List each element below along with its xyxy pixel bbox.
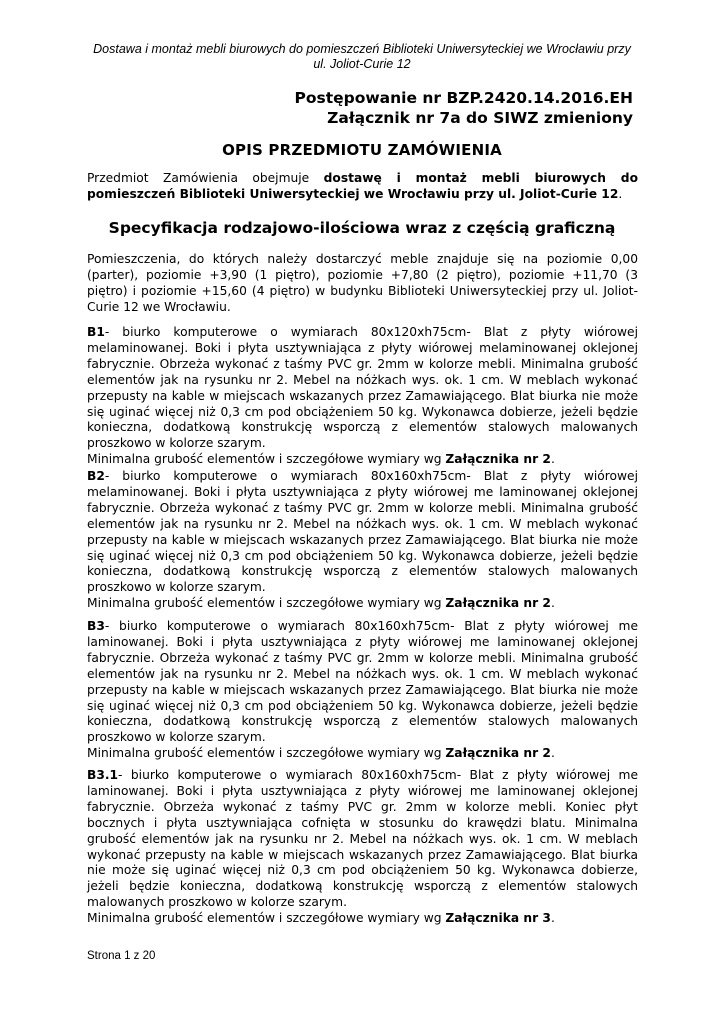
item-note-suffix: . [550, 452, 555, 467]
item-note-prefix: Minimalna grubość elementów i szczegółowe wymiary wg [87, 452, 446, 467]
item-note-prefix: Minimalna grubość elementów i szczegółowe wymiary wg [87, 911, 446, 926]
item-note-suffix: . [550, 911, 555, 926]
page-number-footer: Strona 1 z 20 [87, 950, 156, 962]
item-b3 [87, 619, 638, 762]
document-title: OPIS PRZEDMIOTU ZAMÓWIENIA [222, 141, 502, 159]
item-note-attachment: Załącznika nr 2 [445, 452, 551, 467]
running-header [80, 42, 644, 72]
item-note-suffix: . [550, 746, 555, 761]
procedure-number: Postępowanie nr BZP.2420.14.2016.EH [294, 89, 633, 107]
item-note-attachment: Załącznika nr 2 [445, 746, 551, 761]
intro-suffix: . [618, 186, 623, 201]
item-code: B3 [87, 619, 105, 633]
item-description [87, 469, 638, 596]
item-description [87, 768, 638, 911]
item-description [87, 619, 638, 746]
item-note [87, 596, 638, 612]
running-header-line-2: ul. Joliot-Curie 12 [313, 57, 411, 71]
item-b1 [87, 325, 638, 468]
running-header-line-1: Dostawa i montaż mebli biurowych do pomieszczeń Biblioteki Uniwersyteckiej we Wrocławiu przy [93, 42, 631, 56]
item-note [87, 911, 638, 927]
intro-prefix: Przedmiot Zamówienia obejmuje [87, 171, 324, 185]
item-b2 [87, 469, 638, 612]
item-b3-1 [87, 768, 638, 927]
intro-paragraph [87, 171, 638, 203]
item-note [87, 746, 638, 762]
item-code: B3.1 [87, 768, 119, 782]
item-note-prefix: Minimalna grubość elementów i szczegółowe wymiary wg [87, 746, 446, 761]
item-text: - biurko komputerowe o wymiarach 80x160xh75cm- Blat z płyty wiórowej me laminowanej. Boki i płyta usztywniająca z płyty wiórowej me laminowanej oklejonej fabrycznie. Obrzeża wykonać z taśmy PVC gr. 2mm w kolorze mebli. Koniec płyt bocznych i płyta usztywniająca cofnięta w stosunku do krawędzi blatu. Minimalna grubość elementów jak na rysunku nr 2. Mebel na nóżkach wys. ok. 1 cm. W meblach wykonać przepusty na kable w miejscach wskazanych przez Zamawiającego. Blat biurka nie może się uginać więcej niż 0,3 cm pod obciążeniem 50 kg. Wykonawca dobierze, jeżeli będzie konieczna, dodatkową konstrukcję wsporczą z elementów stalowych malowanych proszkowo w kolorze szarym. [87, 768, 638, 910]
item-code: B2 [87, 469, 105, 483]
procedure-reference [294, 88, 633, 128]
item-text: - biurko komputerowe o wymiarach 80x160xh75cm- Blat z płyty wiórowej me laminowanej. Boki i płyta usztywniająca z płyty wiórowej me laminowanej oklejonej fabrycznie. Obrzeża wykonać z taśmy PVC gr. 2mm w kolorze mebli. Minimalna grubość elementów jak na rysunku nr 2. Mebel na nóżkach wys. ok. 1 cm. W meblach wykonać przepusty na kable w miejscach wskazanych przez Zamawiającego. Blat biurka nie może się uginać więcej niż 0,3 cm pod obciążeniem 50 kg. Wykonawca dobierze, jeżeli będzie konieczna, dodatkową konstrukcję wsporczą z elementów stalowych malowanych proszkowo w kolorze szarym. [87, 619, 638, 745]
item-description [87, 325, 638, 452]
item-text: - biurko komputerowe o wymiarach 80x160xh75cm- Blat z płyty wiórowej melaminowanej. Boki i płyta usztywniająca z płyty wiórowej me laminowanej oklejonej fabrycznie. Obrzeża wykonać z taśmy PVC gr. 2mm w kolorze mebli. Minimalna grubość elementów jak na rysunku nr 2. Mebel na nóżkach wys. ok. 1 cm. W meblach wykonać przepusty na kable w miejscach wskazanych przez Zamawiającego. Blat biurka nie może się uginać więcej niż 0,3 cm pod obciążeniem 50 kg. Wykonawca dobierze, jeżeli będzie konieczna, dodatkową konstrukcję wsporczą z elementów stalowych malowanych proszkowo w kolorze szarym. [87, 469, 638, 595]
item-note-attachment: Załącznika nr 3 [445, 911, 551, 926]
item-note-attachment: Załącznika nr 2 [445, 596, 551, 611]
item-text: - biurko komputerowe o wymiarach 80x120xh75cm- Blat z płyty wiórowej melaminowanej. Boki i płyta usztywniająca z płyty wiórowej melaminowanej oklejonej fabrycznie. Obrzeża wykonać z taśmy PVC gr. 2mm w kolorze mebli. Minimalna grubość elementów jak na rysunku nr 2. Mebel na nóżkach wys. ok. 1 cm. W meblach wykonać przepusty na kable w miejscach wskazanych przez Zamawiającego. Blat biurka nie może się uginać więcej niż 0,3 cm pod obciążeniem 50 kg. Wykonawca dobierze, jeżeli będzie konieczna, dodatkową konstrukcję wsporczą z elementów stalowych malowanych proszkowo w kolorze szarym. [87, 325, 638, 451]
intro-bold: dostawę i montaż mebli biurowych do pomieszczeń Biblioteki Uniwersyteckiej we Wrocławiu przy ul. Joliot-Curie 12 [87, 171, 638, 201]
specification-title: Specyfikacja rodzajowo-ilościowa wraz z częścią graficzną [108, 219, 616, 237]
item-code: B1 [87, 325, 105, 339]
attachment-label: Załącznik nr 7a do SIWZ zmieniony [327, 109, 633, 127]
item-note [87, 452, 638, 468]
item-note-suffix: . [550, 596, 555, 611]
item-note-prefix: Minimalna grubość elementów i szczegółowe wymiary wg [87, 596, 446, 611]
rooms-paragraph: Pomieszczenia, do których należy dostarczyć meble znajduje się na poziomie 0,00 (parter), poziomie +3,90 (1 piętro), poziomie +7,80 (2 piętro), poziomie +11,70 (3 piętro) i poziomie +15,60 (4 piętro) w budynku Biblioteki Uniwersyteckiej przy ul. Joliot-Curie 12 we Wrocławiu. [87, 252, 638, 314]
